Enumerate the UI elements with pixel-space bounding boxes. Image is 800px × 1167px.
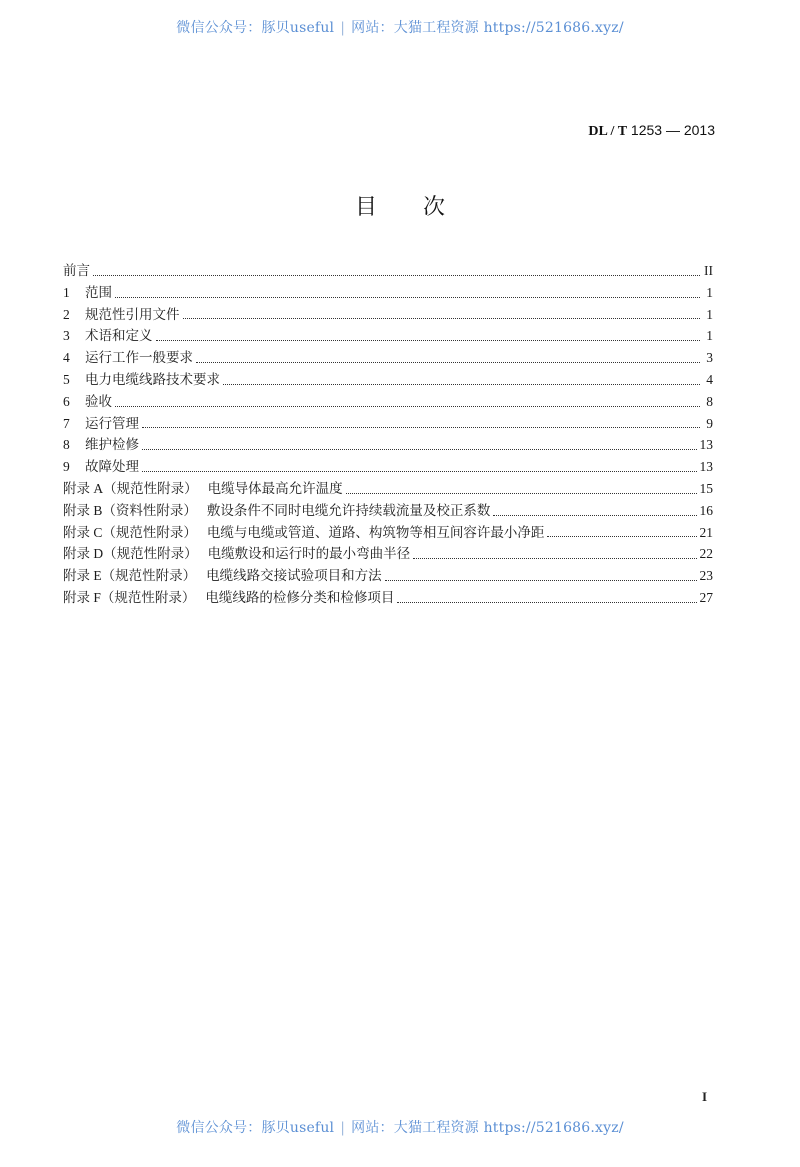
toc-appendix-label: 电缆与电缆或管道、道路、构筑物等相互间容许最小净距 [206,524,545,540]
toc-leader-dots [115,405,700,407]
toc-appendix-page: 23 [699,568,713,584]
toc-entry-page: 1 [706,306,713,322]
toc-leader-dots [385,579,697,581]
toc-entry-6[interactable] [63,391,713,413]
toc-appendix-b[interactable] [63,500,713,522]
toc-entry-label: 维护检修 [85,437,139,453]
toc-entry-number: 7 [63,415,70,431]
toc-entry-label: 运行工作一般要求 [85,350,193,366]
toc-appendix-prefix: 附录 A（规范性附录） [63,480,198,496]
watermark-separator: | [340,1120,346,1136]
watermark-site: 网站：大猫工程资源 https://521686.xyz/ [351,20,624,36]
toc-entry-number: 1 [63,284,70,300]
standard-number: 1253 — 2013 [630,122,715,138]
toc-appendix-prefix: 附录 F（规范性附录） [63,589,196,605]
toc-entry-number: 3 [63,328,70,344]
title-char-2: 次 [423,195,446,220]
toc-entry-label: 验收 [85,393,112,409]
watermark-bottom [0,1117,800,1137]
toc-entry-page: II [704,263,713,278]
toc-leader-dots [413,557,696,559]
toc-leader-dots [196,361,700,363]
toc-entry-2[interactable] [63,304,713,326]
watermark-site: 网站：大猫工程资源 https://521686.xyz/ [351,1120,624,1136]
page-title [0,190,800,221]
page-number: I [701,1089,707,1104]
toc-appendix-page: 22 [699,546,713,562]
toc-entry-7[interactable] [63,413,713,435]
toc-leader-dots [115,296,700,298]
toc-appendix-page: 21 [699,524,713,540]
toc-leader-dots [156,339,701,341]
toc-appendix-label: 电缆敷设和运行时的最小弯曲半径 [207,546,411,562]
toc-appendix-c[interactable] [63,522,713,544]
toc-entry-preface[interactable] [63,260,713,282]
toc-appendix-label: 电缆线路交接试验项目和方法 [206,568,382,584]
toc-entry-label: 术语和定义 [85,328,153,344]
toc-appendix-page: 15 [699,480,713,496]
toc-appendix-page: 16 [699,502,713,518]
toc-appendix-label: 电缆导体最高允许温度 [207,480,343,496]
toc-entry-label: 前言 [63,263,90,278]
toc-leader-dots [223,383,700,385]
toc-appendix-label: 敷设条件不同时电缆允许持续载流量及校正系数 [206,502,491,518]
toc-leader-dots [547,535,696,537]
toc-appendix-prefix: 附录 D（规范性附录） [63,546,198,562]
toc-leader-dots [142,426,700,428]
toc-appendix-d[interactable] [63,543,713,565]
toc-leader-dots [93,274,700,276]
toc-appendix-page: 27 [699,589,713,605]
toc-entry-page: 13 [699,459,713,475]
toc-entry-page: 13 [699,437,713,453]
toc-entry-label: 运行管理 [85,415,139,431]
watermark-wechat: 微信公众号：豚贝useful [176,1120,335,1136]
toc-entry-page: 3 [706,350,713,366]
toc-appendix-prefix: 附录 B（资料性附录） [63,502,197,518]
toc-appendix-prefix: 附录 E（规范性附录） [63,568,197,584]
toc-leader-dots [183,317,701,319]
toc-appendix-e[interactable] [63,565,713,587]
toc-leader-dots [397,601,696,603]
toc-entry-page: 9 [706,415,713,431]
watermark-wechat: 微信公众号：豚贝useful [176,20,335,36]
toc-appendix-label: 电缆线路的检修分类和检修项目 [205,589,395,605]
toc-leader-dots [142,448,697,450]
toc-appendix-f[interactable] [63,587,713,609]
toc-leader-dots [493,514,696,516]
watermark-top [0,17,800,37]
toc-entry-page: 8 [706,393,713,409]
toc-entry-label: 故障处理 [85,459,139,475]
table-of-contents [63,260,713,609]
toc-entry-number: 2 [63,306,70,322]
toc-entry-label: 电力电缆线路技术要求 [85,371,220,387]
toc-appendix-prefix: 附录 C（规范性附录） [63,524,197,540]
toc-entry-4[interactable] [63,347,713,369]
toc-leader-dots [142,470,697,472]
toc-entry-9[interactable] [63,456,713,478]
toc-entry-label: 范围 [85,284,112,300]
toc-entry-label: 规范性引用文件 [85,306,180,322]
toc-entry-number: 6 [63,393,70,409]
toc-entry-number: 4 [63,350,70,366]
toc-entry-number: 8 [63,437,70,453]
toc-entry-number: 9 [63,459,70,475]
toc-entry-page: 4 [706,371,713,387]
title-char-1: 目 [354,195,377,220]
watermark-separator: | [340,20,346,36]
toc-entry-3[interactable] [63,325,713,347]
toc-leader-dots [346,492,697,494]
toc-entry-5[interactable] [63,369,713,391]
standard-prefix: DL / T [588,124,628,139]
toc-entry-1[interactable] [63,282,713,304]
toc-entry-number: 5 [63,371,70,387]
toc-entry-page: 1 [706,328,713,344]
toc-entry-page: 1 [706,284,713,300]
toc-entry-8[interactable] [63,434,713,456]
toc-appendix-a[interactable] [63,478,713,500]
standard-code [588,122,715,140]
